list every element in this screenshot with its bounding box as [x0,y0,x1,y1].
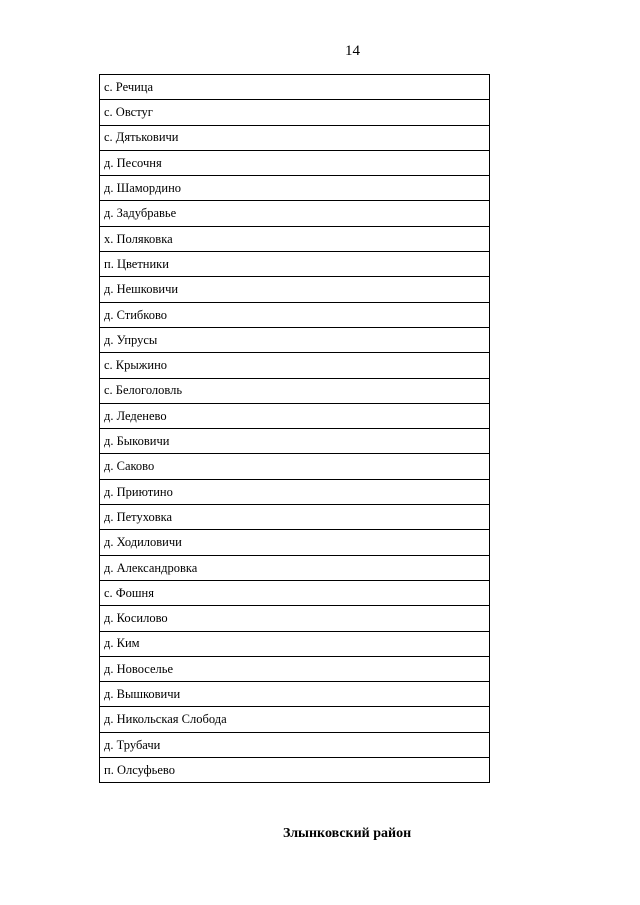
settlement-cell: д. Приютино [100,479,490,504]
page-number: 14 [345,43,360,59]
table-row [100,505,490,530]
settlement-cell: д. Трубачи [100,732,490,757]
settlement-cell: д. Леденево [100,403,490,428]
settlement-cell: д. Шамордино [100,176,490,201]
settlement-cell: д. Саково [100,454,490,479]
settlement-cell: д. Ким [100,631,490,656]
settlement-cell: с. Крыжино [100,353,490,378]
settlement-cell: с. Белоголовль [100,378,490,403]
settlement-cell: д. Вышковичи [100,682,490,707]
district-heading: Злынковский район [283,826,412,841]
table-row [100,555,490,580]
table-row [100,353,490,378]
table-row [100,580,490,605]
settlement-cell: д. Задубравье [100,201,490,226]
settlement-cell: д. Новоселье [100,656,490,681]
table-row [100,429,490,454]
table-row [100,277,490,302]
table-row [100,100,490,125]
settlement-cell: п. Цветники [100,252,490,277]
table-row [100,378,490,403]
table-row [100,252,490,277]
table-row [100,606,490,631]
table-row [100,302,490,327]
settlement-cell: с. Речица [100,75,490,100]
settlement-cell: д. Быковичи [100,429,490,454]
settlement-cell: д. Нешковичи [100,277,490,302]
table-row [100,201,490,226]
table-row [100,656,490,681]
settlement-cell: д. Песочня [100,150,490,175]
settlement-cell: с. Фошня [100,580,490,605]
table-row [100,707,490,732]
table-row [100,327,490,352]
table-row [100,150,490,175]
settlement-cell: д. Ходиловичи [100,530,490,555]
table-row [100,454,490,479]
table-row [100,226,490,251]
table-row [100,176,490,201]
table-row [100,75,490,100]
settlement-cell: п. Олсуфьево [100,758,490,783]
settlement-cell: д. Никольская Слобода [100,707,490,732]
table-row [100,403,490,428]
settlement-cell: с. Овстуг [100,100,490,125]
table-row [100,125,490,150]
settlement-cell: д. Александровка [100,555,490,580]
settlements-table [99,74,490,783]
table-row [100,530,490,555]
settlement-cell: д. Косилово [100,606,490,631]
table-row [100,758,490,783]
settlement-cell: д. Стибково [100,302,490,327]
table-row [100,631,490,656]
settlement-cell: х. Поляковка [100,226,490,251]
table-row [100,479,490,504]
settlement-cell: д. Упрусы [100,327,490,352]
table-row [100,682,490,707]
table-row [100,732,490,757]
settlement-cell: с. Дятьковичи [100,125,490,150]
settlement-cell: д. Петуховка [100,505,490,530]
